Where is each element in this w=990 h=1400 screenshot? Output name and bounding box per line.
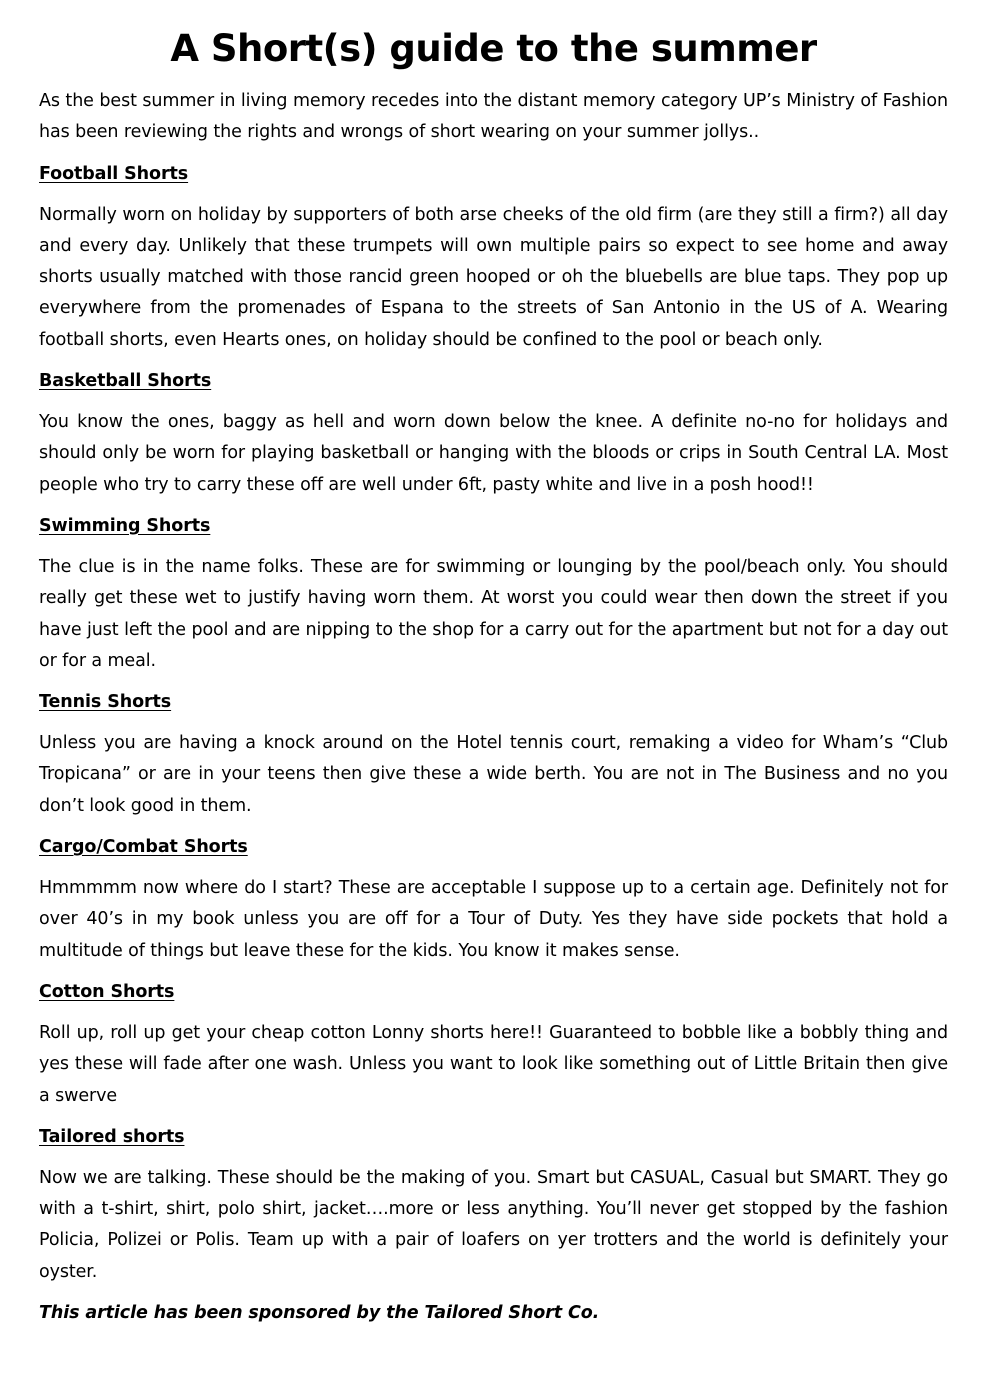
section-body: Normally worn on holiday by supporters of both arse cheeks of the old firm (are they still a firm?) all day and every day. Unlikely that these trumpets will own multiple pairs so expect to see home and away shorts usually matched with those rancid green hooped or oh the bluebells are blue taps. They pop up everywhere from the promenades of Espana to the streets of San Antonio in the US of A. Wearing football shorts, even Hearts ones, on holiday should be confined to the pool or beach only. — [39, 204, 948, 350]
section-cargo-combat-shorts — [39, 832, 948, 967]
section-body: The clue is in the name folks. These are for swimming or lounging by the pool/beach only. You should really get these wet to justify having worn them. At worst you could wear then down the street if you have just left the pool and are nipping to the shop for a carry out for the apartment but not for a day out or for a meal. — [39, 556, 948, 671]
section-tennis-shorts — [39, 687, 948, 822]
section-heading: Tailored shorts — [39, 1126, 185, 1147]
section-heading: Tennis Shorts — [39, 692, 172, 713]
section-heading: Cargo/Combat Shorts — [39, 837, 248, 858]
section-swimming-shorts — [39, 511, 948, 677]
section-tailored-shorts — [39, 1122, 948, 1288]
section-body: You know the ones, baggy as hell and worn down below the knee. A definite no-no for holidays and should only be worn for playing basketball or hanging with the bloods or crips in South Central LA. Most people who try to carry these off are well under 6ft, pasty white and live in a posh hood!! — [39, 412, 948, 495]
article-intro: As the best summer in living memory recedes into the distant memory category UP’s Ministry of Fashion has been reviewing the rights and wrongs of short wearing on your summer jollys.. — [39, 91, 948, 143]
section-heading: Basketball Shorts — [39, 371, 212, 392]
section-body: Unless you are having a knock around on the Hotel tennis court, remaking a video for Wham’s “Club Tropicana” or are in your teens then give these a wide berth. You are not in The Business and no you don’t look good in them. — [39, 733, 948, 816]
section-basketball-shorts — [39, 366, 948, 501]
section-body: Roll up, roll up get your cheap cotton Lonny shorts here!! Guaranteed to bobble like a bobbly thing and yes these will fade after one wash. Unless you want to look like something out of Little Britain then give a swerve — [39, 1022, 948, 1106]
section-football-shorts — [39, 159, 948, 356]
section-cotton-shorts — [39, 977, 948, 1112]
section-heading: Swimming Shorts — [39, 515, 211, 536]
section-heading: Football Shorts — [39, 163, 189, 184]
section-body: Now we are talking. These should be the making of you. Smart but CASUAL, Casual but SMART. They go with a t-shirt, shirt, polo shirt, jacket….more or less anything. You’ll never get stopped by the fashion Policia, Polizei or Polis. Team up with a pair of loafers on yer trotters and the world is definitely your oyster. — [39, 1167, 948, 1282]
section-body: Hmmmmm now where do I start? These are acceptable I suppose up to a certain age. Definitely not for over 40’s in my book unless you are off for a Tour of Duty. Yes they have side pockets that hold a multitude of things but leave these for the kids. You know it makes sense. — [39, 878, 948, 961]
article-title: A Short(s) guide to the summer — [170, 27, 817, 70]
sponsor-note: This article has been sponsored by the Tailored Short Co. — [39, 1303, 600, 1324]
section-heading: Cotton Shorts — [39, 981, 175, 1002]
